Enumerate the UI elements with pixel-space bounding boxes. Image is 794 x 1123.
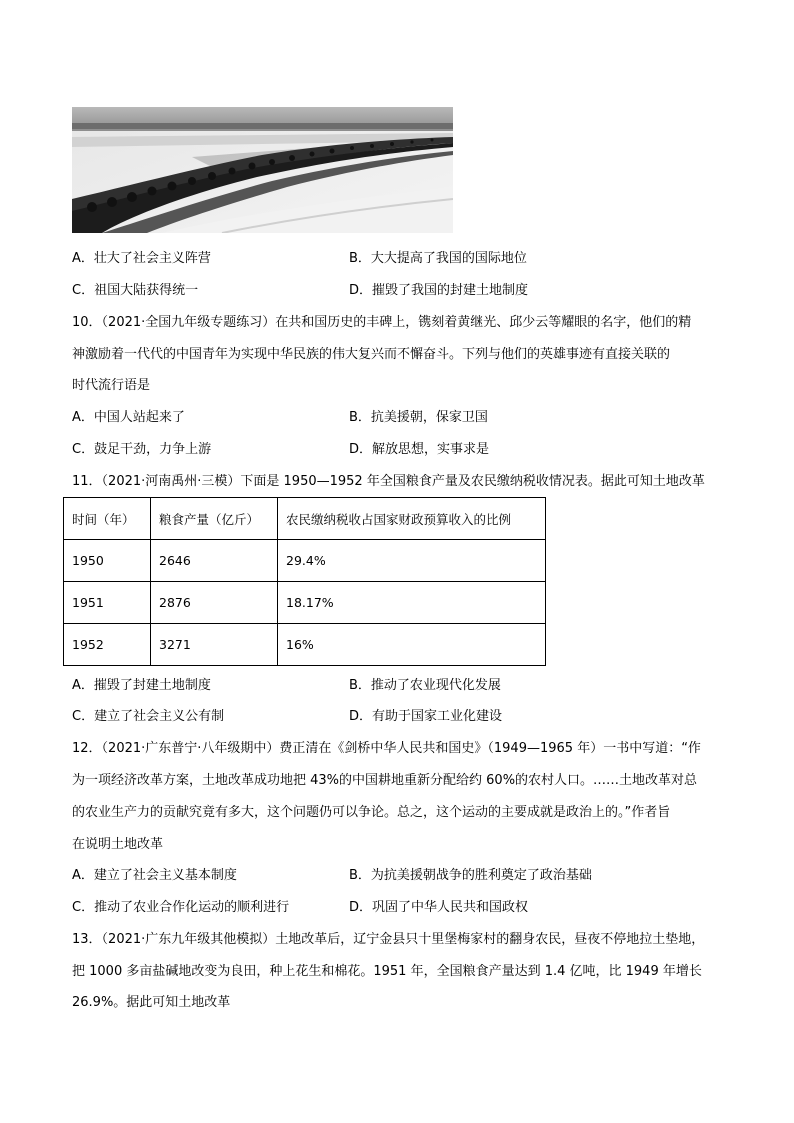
q13-stem-line-1: 13．（2021·广东九年级其他模拟）土地改革后，辽宁金县只十里堡梅家村的翻身农民，昼夜不停地拉土垫地，: [72, 932, 705, 947]
table-cell: 16%: [278, 624, 546, 666]
q11-stem-line-1: 11．（2021·河南禹州·三模）下面是 1950—1952 年全国粮食产量及农民缴纳税收情况表。据此可知土地改革: [72, 474, 705, 489]
q10-option-a: A．中国人站起来了: [72, 410, 185, 425]
table-header-cell: 时间（年）: [64, 498, 151, 540]
marching-troops-photo: [72, 107, 453, 233]
q11-option-d: D．有助于国家工业化建设: [349, 709, 503, 724]
table-row: [64, 582, 546, 624]
table-cell: 1950: [64, 540, 151, 582]
table-cell: 2876: [151, 582, 278, 624]
table-header-row: [64, 498, 546, 540]
table-header-cell: 粮食产量（亿斤）: [151, 498, 278, 540]
q10-option-c: C．鼓足干劲，力争上游: [72, 442, 212, 457]
q11-option-c: C．建立了社会主义公有制: [72, 709, 225, 724]
q11-option-a: A．摧毁了封建土地制度: [72, 678, 211, 693]
q11-option-b: B．推动了农业现代化发展: [349, 678, 501, 693]
q12-option-a: A．建立了社会主义基本制度: [72, 868, 237, 883]
q10-stem-line-1: 10．（2021·全国九年级专题练习）在共和国历史的丰碑上，镌刻着黄继光、邱少云等耀眼的名字，他们的精: [72, 315, 692, 330]
table-cell: 2646: [151, 540, 278, 582]
table-row: [64, 540, 546, 582]
q12-stem-line-3: 的农业生产力的贡献究竟有多大，这个问题仍可以争论。总之，这个运动的主要成就是政治上的。”作者旨: [72, 805, 671, 820]
table-row: [64, 624, 546, 666]
q12-option-d: D．巩固了中华人民共和国政权: [349, 900, 529, 915]
q13-stem-line-2: 把 1000 多亩盐碱地改变为良田，种上花生和棉花。1951 年，全国粮食产量达到 1.4 亿吨，比 1949 年增长: [72, 964, 702, 979]
q9-option-a: A．壮大了社会主义阵营: [72, 251, 211, 266]
table-cell: 3271: [151, 624, 278, 666]
table-cell: 29.4%: [278, 540, 546, 582]
table-cell: 1951: [64, 582, 151, 624]
q12-option-b: B．为抗美援朝战争的胜利奠定了政治基础: [349, 868, 592, 883]
q10-option-b: B．抗美援朝，保家卫国: [349, 410, 488, 425]
q9-option-b: B．大大提高了我国的国际地位: [349, 251, 527, 266]
q10-stem-line-3: 时代流行语是: [72, 378, 151, 393]
q12-stem-line-1: 12．（2021·广东普宁·八年级期中）费正清在《剑桥中华人民共和国史》（1949—1965 年）一书中写道：“作: [72, 741, 701, 756]
table-cell: 1952: [64, 624, 151, 666]
historical-photo: [72, 107, 453, 233]
q12-stem-line-2: 为一项经济改革方案，土地改革成功地把 43%的中国耕地重新分配给约 60%的农村人口。……土地改革对总: [72, 773, 698, 788]
q9-option-d: D．摧毁了我国的封建土地制度: [349, 283, 529, 298]
grain-tax-table: [63, 497, 546, 666]
q12-option-c: C．推动了农业合作化运动的顺利进行: [72, 900, 290, 915]
table-header-cell: 农民缴纳税收占国家财政预算收入的比例: [278, 498, 546, 540]
q12-stem-line-4: 在说明土地改革: [72, 837, 164, 852]
q9-option-c: C．祖国大陆获得统一: [72, 283, 199, 298]
table-cell: 18.17%: [278, 582, 546, 624]
q10-stem-line-2: 神激励着一代代的中国青年为实现中华民族的伟大复兴而不懈奋斗。下列与他们的英雄事迹有直接关联的: [72, 347, 671, 362]
q13-stem-line-3: 26.9%。据此可知土地改革: [72, 995, 231, 1010]
q10-option-d: D．解放思想，实事求是: [349, 442, 490, 457]
